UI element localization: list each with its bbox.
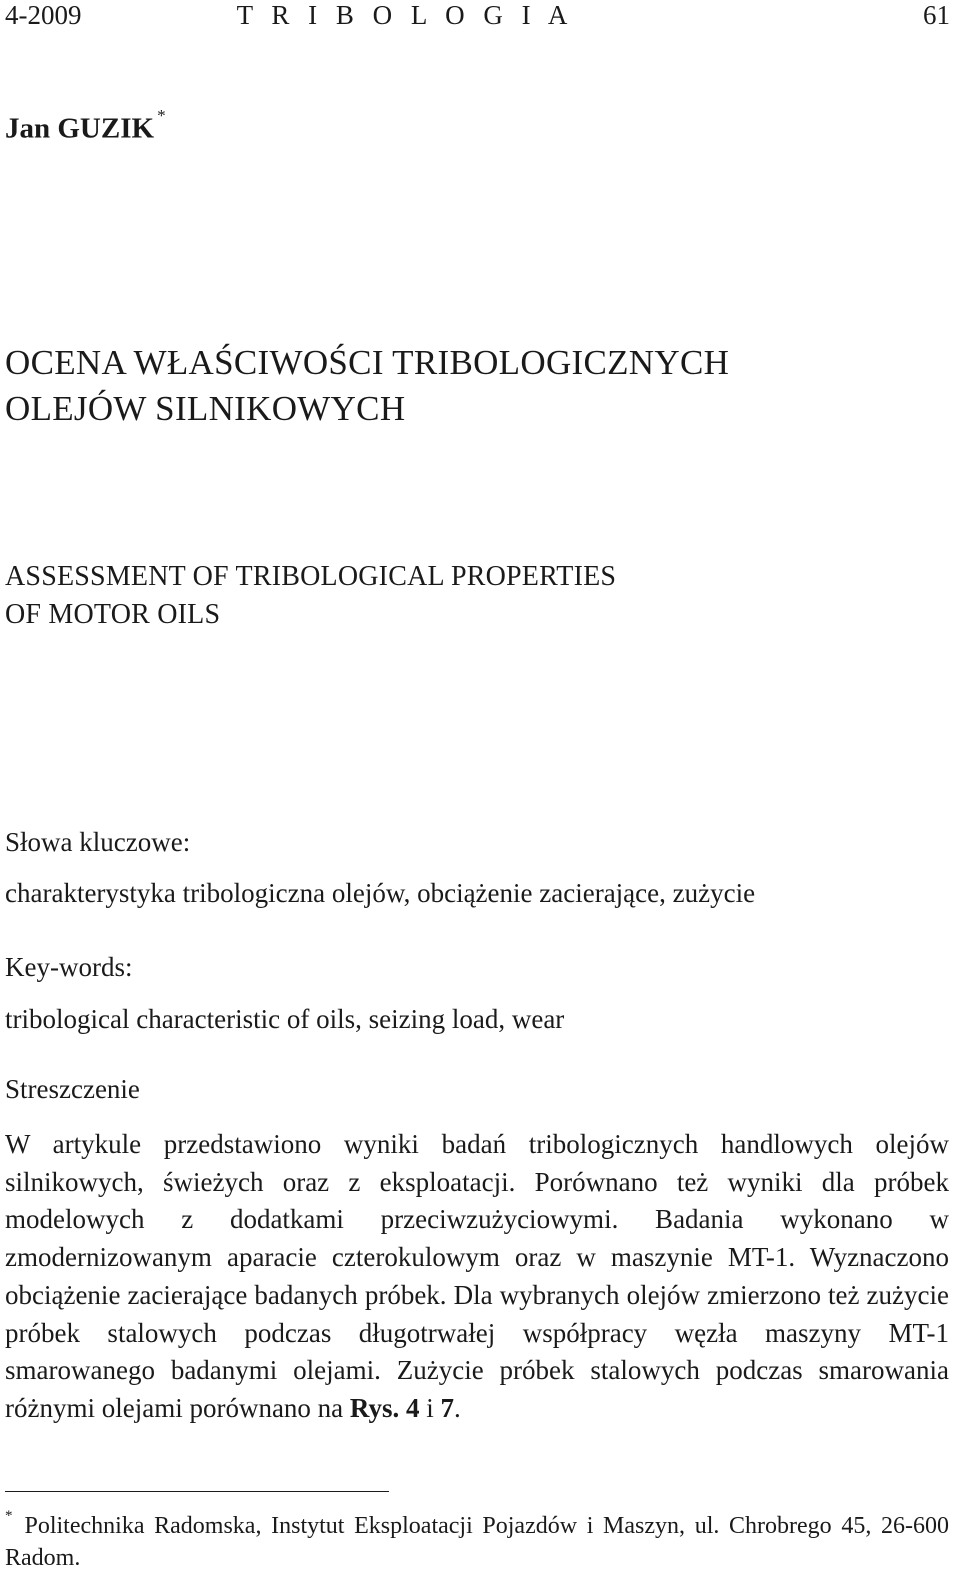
keywords-en-heading: Key-words: [5, 952, 133, 982]
figure-reference: Rys. 4 [349, 1392, 420, 1423]
abstract-body [5, 1126, 949, 1428]
title-polish-line-2: OLEJÓW SILNIKOWYCH [5, 389, 406, 428]
figure-reference-second: 7 [440, 1392, 454, 1423]
abstract-end: . [454, 1392, 461, 1423]
footnote-mark: * [5, 1508, 13, 1524]
issue-number: 4-2009 [5, 0, 82, 30]
footnote [5, 1504, 949, 1574]
author [5, 106, 166, 146]
figure-reference-and: i [419, 1392, 441, 1423]
keywords-pl-text: charakterystyka tribologiczna olejów, obciążenie zacierające, zużycie [5, 878, 756, 908]
author-footnote-mark: * [157, 106, 166, 125]
keywords-pl-heading: Słowa kluczowe: [5, 827, 191, 857]
journal-name: T R I B O L O G I A [236, 0, 574, 30]
abstract-heading: Streszczenie [5, 1074, 140, 1104]
title-polish-line-1: OCENA WŁAŚCIWOŚCI TRIBOLOGICZNYCH [5, 343, 730, 382]
keywords-en-text: tribological characteristic of oils, seizing load, wear [5, 1004, 565, 1034]
title-english-line-2: OF MOTOR OILS [5, 599, 221, 630]
author-name: Jan GUZIK [5, 112, 155, 145]
footnote-affiliation: Politechnika Radomska, Instytut Eksploatacji Pojazdów i Maszyn, ul. Chrobrego 45, 26-600 Radom. [5, 1513, 949, 1571]
page-number: 61 [923, 0, 950, 30]
title-english [5, 558, 616, 634]
footnote-divider [5, 1491, 389, 1492]
abstract-text: W artykule przedstawiono wyniki badań tribologicznych handlowych olejów silnikowych, świeżych oraz z eksploatacji. Porównano też wyniki dla próbek modelowych z dodatkami przeciwzużyciowymi. Badania wykonano w zmodernizowanym aparacie czterokulowym oraz w maszynie MT-1. Wyznaczono obciążenie zacierające badanych próbek. Dla wybranych olejów zmierzono też zużycie próbek stalowych podczas długotrwałej współpracy węzła maszyny MT-1 smarowanego badanymi olejami. Zużycie próbek stalowych podczas smarowania różnymi olejami porównano na [5, 1129, 949, 1423]
title-polish [5, 340, 729, 432]
running-header [5, 0, 950, 34]
title-english-line-1: ASSESSMENT OF TRIBOLOGICAL PROPERTIES [5, 561, 617, 592]
